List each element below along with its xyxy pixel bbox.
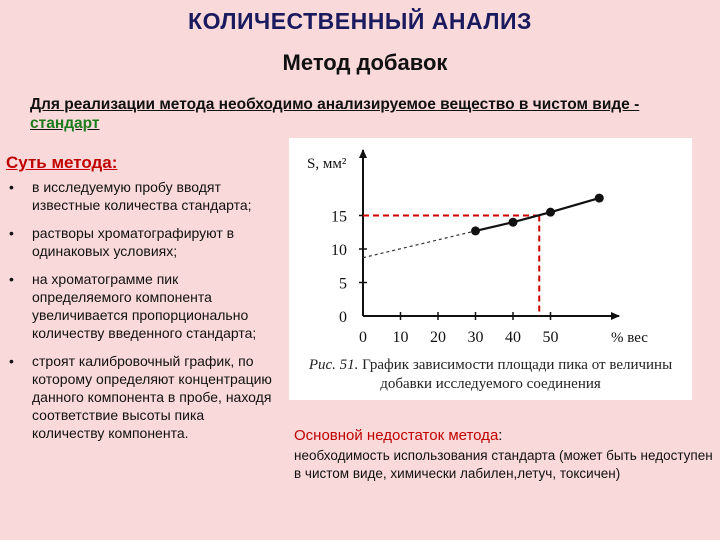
page-subtitle: Метод добавок — [282, 50, 448, 75]
bullet-icon: • — [9, 225, 14, 241]
data-point — [595, 194, 604, 203]
list-item: • в исследуемую пробу вводят известные количества стандарта; — [9, 179, 252, 213]
drawback-heading: Основной недостаток метода: — [294, 427, 503, 444]
y-axis-label: S, мм² — [307, 156, 347, 172]
bullet-icon: • — [9, 179, 14, 195]
x-tick-label: 30 — [467, 329, 484, 346]
calibration-chart — [289, 138, 692, 353]
figure-label: Рис. 51. — [308, 357, 359, 373]
data-point — [471, 226, 480, 235]
x-tick-label: 40 — [505, 329, 521, 346]
figure-panel — [289, 138, 692, 400]
y-tick-label: 15 — [331, 208, 347, 226]
figure-caption-text: График зависимости площади пика от величины добавки исследуемого соединения — [362, 357, 673, 392]
list-item: • растворы хроматографируют в одинаковых условиях; — [9, 225, 235, 259]
x-axis-label: % вес — [611, 330, 648, 346]
extrapolation-line — [363, 231, 476, 258]
bullet-icon: • — [9, 353, 14, 369]
y-tick-label: 0 — [339, 309, 347, 326]
x-tick-label: 50 — [542, 329, 559, 346]
series-line — [476, 198, 600, 231]
data-point — [546, 208, 555, 217]
x-tick-label: 10 — [392, 329, 409, 346]
x-tick-label: 0 — [359, 329, 367, 346]
intro-main: Для реализации метода необходимо анализируемое вещество в чистом виде - — [30, 96, 640, 113]
page-title: КОЛИЧЕСТВЕННЫЙ АНАЛИЗ — [188, 8, 532, 34]
intro-text — [30, 95, 690, 133]
figure-caption — [289, 356, 692, 394]
y-tick-label: 10 — [331, 242, 347, 259]
data-point — [509, 218, 518, 227]
drawback-text: необходимость использования стандарта (может быть недоступен в чистом виде, химически лабилен,летуч, токсичен) — [294, 448, 713, 481]
essence-list — [6, 178, 276, 452]
x-tick-label: 20 — [430, 329, 446, 346]
essence-heading: Суть метода: — [6, 153, 118, 172]
y-tick-label: 5 — [339, 275, 347, 293]
bullet-icon: • — [9, 271, 14, 287]
list-item: • на хроматограмме пик определяемого компонента увеличивается пропорционально количеству введенного стандарта; — [9, 271, 257, 341]
list-item: • строят калибровочный график, по которому определяют концентрацию данного компонента в пробе, находя соответствие высоты пика количеству компонента. — [9, 353, 272, 441]
intro-highlight: стандарт — [30, 115, 100, 132]
